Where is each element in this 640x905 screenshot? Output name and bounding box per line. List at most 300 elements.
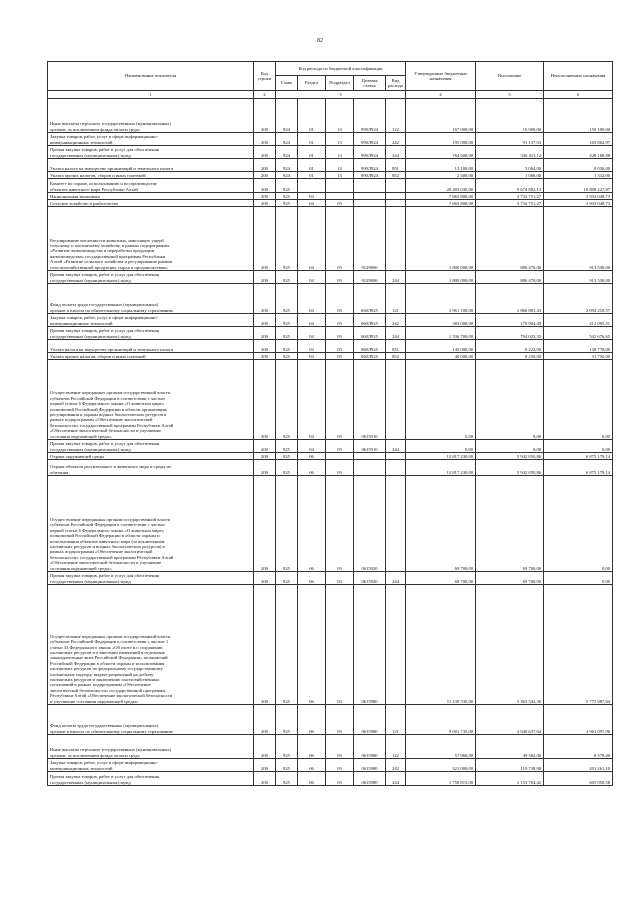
table-row [48, 353, 613, 360]
row-name: Прочая закупка товаров, работ и услуг для обеспечения государственных (муниципальных) нужд [48, 327, 254, 340]
row-razdel: 04 [298, 207, 326, 271]
row-razdel: 06 [298, 735, 326, 759]
row-razdel: 06 [298, 572, 326, 585]
row-code: 200 [254, 314, 276, 327]
row-approved: 40 000,00 [406, 353, 476, 360]
row-glava: 925 [276, 572, 298, 585]
row-unexecuted: 428 188,88 [544, 146, 613, 159]
budget-execution-table [47, 61, 613, 786]
row-expense-type: 852 [386, 172, 406, 179]
row-podrazdel: 05 [326, 284, 354, 314]
row-expense-type: 244 [386, 440, 406, 453]
row-razdel: 06 [298, 759, 326, 772]
row-podrazdel: 03 [326, 585, 354, 705]
row-approved: 167 000,00 [406, 99, 476, 133]
row-executed: 4 040 637,04 [476, 705, 544, 735]
row-name: Фонд оплаты труда государственных (муниципальных) органов и взносы по обязательному социальному страхованию [48, 705, 254, 735]
row-glava: 925 [276, 772, 298, 786]
row-target-article: 060Л925 [354, 314, 386, 327]
row-approved: 12 817 230,00 [406, 453, 476, 460]
header-executed: Исполнение [476, 62, 544, 91]
table-row [48, 200, 613, 207]
row-razdel: 04 [298, 353, 326, 360]
row-unexecuted: 2 094 218,57 [544, 284, 613, 314]
row-code: 200 [254, 200, 276, 207]
row-razdel: 06 [298, 453, 326, 460]
row-glava: 924 [276, 99, 298, 133]
row-name: Осуществление переданных органам государственной власти субъектов Российской Федерации в соответствии с частью первой статьи 6 Федерального закона «О животном мире» полномочий Российской Федерации в области организации, регулирования и охраны водных биологических ресурсов в рамках подпрограммы «Обеспечение экологической безопасности» государственной программы Республики Алтай «Обеспечение экологической безопасности и улучшение состояния окружающей среды» [48, 360, 254, 440]
column-number: 5 [476, 91, 544, 99]
row-name: Прочая закупка товаров, работ и услуг для обеспечения государственных (муниципальных) нужд [48, 271, 254, 284]
row-expense-type: 244 [386, 327, 406, 340]
row-approved: 2 400,00 [406, 172, 476, 179]
row-approved: 69 700,00 [406, 572, 476, 585]
row-glava: 924 [276, 172, 298, 179]
row-razdel: 06 [298, 585, 326, 705]
table-row [48, 159, 613, 172]
row-target-article: 990Л924 [354, 99, 386, 133]
row-code: 200 [254, 179, 276, 193]
table-row [48, 327, 613, 340]
row-razdel: 06 [298, 476, 326, 572]
header-row-code: Код строки [254, 62, 276, 91]
row-executed: 886 470,00 [476, 207, 544, 271]
row-unexecuted: 3 933 048,73 [544, 193, 613, 200]
row-target-article: 060Л925 [354, 284, 386, 314]
row-razdel: 06 [298, 460, 326, 476]
row-glava: 924 [276, 133, 298, 146]
row-executed: 9 674 802,13 [476, 179, 544, 193]
row-name: Прочая закупка товаров, работ и услуг для обеспечения государственных (муниципальных) нужд [48, 572, 254, 585]
row-expense-type [386, 460, 406, 476]
row-name: Регулирование численности животных, наносящих ущерб сельскому и охотничьему хозяйству, в рамках подпрограммы «Развитие животноводства и переработки продукции животноводства» государственной программы Республики Алтай «Развитие сельского хозяйства и регулирование рынков сельскохозяйственной продукции, сырья и продовольствия» [48, 207, 254, 271]
table-row [48, 271, 613, 284]
row-glava: 925 [276, 353, 298, 360]
row-expense-type [386, 585, 406, 705]
row-target-article: 0129006 [354, 207, 386, 271]
row-expense-type [386, 193, 406, 200]
row-unexecuted: 201 261,10 [544, 759, 613, 772]
row-glava: 925 [276, 284, 298, 314]
row-target-article [354, 179, 386, 193]
row-unexecuted: 0,00 [544, 360, 613, 440]
row-code: 200 [254, 735, 276, 759]
row-glava: 925 [276, 705, 298, 735]
row-executed: 3 732 751,27 [476, 200, 544, 207]
row-target-article: 060Л925 [354, 340, 386, 353]
row-name: Комитет по охране, использованию и воспроизводству объектов животного мира Республики Алтай [48, 179, 254, 193]
row-glava: 925 [276, 207, 298, 271]
table-row [48, 585, 613, 705]
header-razdel: Раздел [298, 76, 326, 91]
row-name: Закупка товаров, работ, услуг в сфере информационно- коммуникационных технологий [48, 759, 254, 772]
row-glava: 925 [276, 271, 298, 284]
row-razdel: 04 [298, 284, 326, 314]
row-approved: 69 700,00 [406, 476, 476, 572]
row-target-article: 990Л924 [354, 146, 386, 159]
row-expense-type: 122 [386, 735, 406, 759]
row-name: Уплата прочих налогов, сборов и иных платежей [48, 353, 254, 360]
row-executed: 8 250,00 [476, 353, 544, 360]
row-code: 200 [254, 360, 276, 440]
row-expense-type: 121 [386, 705, 406, 735]
row-glava: 924 [276, 146, 298, 159]
row-expense-type: 852 [386, 353, 406, 360]
row-code: 200 [254, 159, 276, 172]
row-code: 200 [254, 705, 276, 735]
row-podrazdel [326, 453, 354, 460]
row-name: Уплата прочих налогов, сборов и иных платежей [48, 172, 254, 179]
row-target-article [354, 200, 386, 207]
row-executed: 1 866 881,43 [476, 284, 544, 314]
row-razdel: 01 [298, 172, 326, 179]
row-approved: 195 000,00 [406, 133, 476, 146]
row-unexecuted: 605 050,58 [544, 772, 613, 786]
row-target-article: 0129006 [354, 271, 386, 284]
row-podrazdel: 13 [326, 146, 354, 159]
row-code: 200 [254, 146, 276, 159]
row-target-article: 0615980 [354, 585, 386, 705]
header-unexecuted: Неисполненные назначения [544, 62, 613, 91]
row-approved: 1 336 700,00 [406, 327, 476, 340]
row-executed: 5 363 542,36 [476, 585, 544, 705]
row-podrazdel: 13 [326, 99, 354, 133]
row-glava: 925 [276, 360, 298, 440]
row-expense-type: 244 [386, 772, 406, 786]
header-target-article: Целевая статья [354, 76, 386, 91]
row-glava: 925 [276, 759, 298, 772]
row-target-article: 060Л925 [354, 327, 386, 340]
row-code: 200 [254, 327, 276, 340]
row-approved: 11 139 530,00 [406, 585, 476, 705]
table-row [48, 460, 613, 476]
row-razdel: 04 [298, 360, 326, 440]
row-approved: 145 000,00 [406, 340, 476, 353]
row-razdel: 04 [298, 440, 326, 453]
row-code: 200 [254, 572, 276, 585]
row-unexecuted: 913 530,00 [544, 271, 613, 284]
row-podrazdel: 05 [326, 271, 354, 284]
table-row [48, 705, 613, 735]
row-target-article: 0615920 [354, 572, 386, 585]
row-unexecuted: 150 100,00 [544, 99, 613, 133]
row-approved: 7 665 800,00 [406, 200, 476, 207]
row-code: 200 [254, 440, 276, 453]
row-unexecuted: 10 808 227,87 [544, 179, 613, 193]
table-row [48, 146, 613, 159]
row-expense-type [386, 207, 406, 271]
table-row [48, 360, 613, 440]
row-unexecuted: 8 036,00 [544, 159, 613, 172]
row-code: 200 [254, 353, 276, 360]
row-podrazdel: 03 [326, 735, 354, 759]
row-name: Иные выплаты персоналу государственных (муниципальных) органов, за исключением фонда оплаты труда [48, 735, 254, 759]
row-name: Уплата налога на имущество организаций и земельного налога [48, 340, 254, 353]
row-name: Осуществление переданных органам государственной власти субъектов Российской Федерации в соответствии с частью 1 статьи 33 Федерального закона «Об охоте и о сохранении охотничьих ресурсов и о внесении изменений в отдельные законодательные акты Российской Федерации» полномочий Российской Федерации в области охраны и использования охотничьих ресурсов по федеральному государственному охотничьему надзору, выдаче разрешений на добычу охотничьих ресурсов и заключению охотхозяйственных соглашений в рамках подпрограммы «Обеспечение экологической безопасности» государственной программы Республики Алтай «Обеспечение экологической безопасности и улучшение состояния окружающей среды» [48, 585, 254, 705]
row-code: 200 [254, 284, 276, 314]
row-unexecuted: 31 750,00 [544, 353, 613, 360]
row-unexecuted: 4 961 097,96 [544, 705, 613, 735]
table-row [48, 99, 613, 133]
row-unexecuted: 6 875 179,14 [544, 453, 613, 460]
table-row [48, 572, 613, 585]
header-glava: Глава [276, 76, 298, 91]
row-name: Прочая закупка товаров, работ и услуг для обеспечения государственных (муниципальных) нужд [48, 440, 254, 453]
row-executed: 5 942 050,86 [476, 460, 544, 476]
column-number: 6 [544, 91, 613, 99]
row-podrazdel [326, 179, 354, 193]
row-razdel: 06 [298, 772, 326, 786]
table-row [48, 735, 613, 759]
row-expense-type [386, 179, 406, 193]
row-unexecuted: 542 676,65 [544, 327, 613, 340]
column-number: 3 [276, 91, 406, 99]
row-code: 200 [254, 585, 276, 705]
row-glava: 925 [276, 460, 298, 476]
row-expense-type: 244 [386, 146, 406, 159]
table-row [48, 193, 613, 200]
row-unexecuted: 0,00 [544, 476, 613, 572]
row-glava: 925 [276, 327, 298, 340]
row-expense-type [386, 453, 406, 460]
row-razdel: 04 [298, 193, 326, 200]
row-target-article: 0615980 [354, 735, 386, 759]
table-row [48, 172, 613, 179]
row-expense-type: 242 [386, 133, 406, 146]
table-row [48, 476, 613, 572]
row-podrazdel: 05 [326, 360, 354, 440]
row-razdel [298, 179, 326, 193]
row-name: Сельское хозяйство и рыболовство [48, 200, 254, 207]
table-row [48, 440, 613, 453]
table-row [48, 772, 613, 786]
row-unexecuted: 0,00 [544, 572, 613, 585]
row-unexecuted: 103 862,97 [544, 133, 613, 146]
row-code: 200 [254, 172, 276, 179]
table-body [48, 99, 613, 786]
row-code: 200 [254, 193, 276, 200]
row-name: Фонд оплаты труда государственных (муниципальных) органов и взносы по обязательному социальному страхованию [48, 284, 254, 314]
row-podrazdel: 03 [326, 705, 354, 735]
row-expense-type [386, 360, 406, 440]
header-expense-type: Вид расхода [386, 76, 406, 91]
row-target-article: 990Л924 [354, 133, 386, 146]
row-executed: 0,00 [476, 360, 544, 440]
table-row [48, 759, 613, 772]
row-approved: 0,00 [406, 440, 476, 453]
row-code: 200 [254, 340, 276, 353]
row-executed: 3 732 751,27 [476, 193, 544, 200]
row-expense-type [386, 200, 406, 207]
row-razdel: 01 [298, 159, 326, 172]
row-podrazdel: 03 [326, 460, 354, 476]
row-razdel: 04 [298, 340, 326, 353]
row-razdel: 01 [298, 99, 326, 133]
row-executed: 0,00 [476, 440, 544, 453]
row-podrazdel: 05 [326, 440, 354, 453]
row-expense-type: 244 [386, 572, 406, 585]
row-expense-type: 242 [386, 314, 406, 327]
row-glava: 925 [276, 735, 298, 759]
row-name: Охрана окружающей среды [48, 453, 254, 460]
row-code: 200 [254, 453, 276, 460]
row-unexecuted: 1 332,00 [544, 172, 613, 179]
row-name: Закупка товаров, работ, услуг в сфере информационно- коммуникационных технологий [48, 314, 254, 327]
row-approved: 20 483 030,00 [406, 179, 476, 193]
row-podrazdel: 05 [326, 327, 354, 340]
row-executed: 1 153 764,42 [476, 772, 544, 786]
row-expense-type: 242 [386, 759, 406, 772]
row-unexecuted: 6 875 179,14 [544, 460, 613, 476]
row-target-article [354, 460, 386, 476]
header-name: Наименование показателя [48, 62, 254, 91]
row-unexecuted: 212 095,51 [544, 314, 613, 327]
row-approved: 321 000,00 [406, 759, 476, 772]
column-number: 4 [406, 91, 476, 99]
row-podrazdel: 13 [326, 133, 354, 146]
row-name: Прочая закупка товаров, работ и услуг для обеспечения государственных (муниципальных) нужд [48, 772, 254, 786]
row-razdel: 04 [298, 327, 326, 340]
row-expense-type: 851 [386, 340, 406, 353]
row-glava: 925 [276, 476, 298, 572]
row-podrazdel: 03 [326, 572, 354, 585]
row-executed: 5 064,00 [476, 159, 544, 172]
row-podrazdel: 05 [326, 353, 354, 360]
page-number: 82 [317, 38, 323, 44]
row-code: 200 [254, 772, 276, 786]
row-approved: 9 001 735,00 [406, 705, 476, 735]
row-approved: 1 800 000,00 [406, 207, 476, 271]
row-approved: 1 758 815,00 [406, 772, 476, 786]
row-podrazdel: 05 [326, 340, 354, 353]
row-executed: 49 382,00 [476, 735, 544, 759]
row-code: 200 [254, 460, 276, 476]
row-target-article: 990Л924 [354, 172, 386, 179]
header-podrazdel: Подраздел [326, 76, 354, 91]
row-glava: 925 [276, 453, 298, 460]
table-row [48, 284, 613, 314]
row-executed: 794 023,35 [476, 327, 544, 340]
header-budget-classification: Код расхода по бюджетной классификации [276, 62, 406, 76]
row-target-article [354, 193, 386, 200]
row-target-article: 0615980 [354, 705, 386, 735]
row-podrazdel: 13 [326, 172, 354, 179]
row-razdel: 04 [298, 314, 326, 327]
row-target-article: 0615920 [354, 476, 386, 572]
row-executed: 5 942 050,86 [476, 453, 544, 460]
row-razdel: 06 [298, 705, 326, 735]
row-target-article: 0615980 [354, 759, 386, 772]
row-glava: 925 [276, 314, 298, 327]
row-name: Уплата налога на имущество организаций и земельного налога [48, 159, 254, 172]
row-glava: 925 [276, 340, 298, 353]
column-number: 1 [48, 91, 254, 99]
table-row [48, 179, 613, 193]
row-approved: 57 960,00 [406, 735, 476, 759]
row-expense-type: 851 [386, 159, 406, 172]
row-code: 200 [254, 759, 276, 772]
row-executed: 91 137,03 [476, 133, 544, 146]
row-target-article [354, 453, 386, 460]
row-executed: 1 068,00 [476, 172, 544, 179]
row-code: 200 [254, 133, 276, 146]
row-name: Иные выплаты персоналу государственных (муниципальных) органов, за исключением фонда оплаты труда [48, 99, 254, 133]
table-row [48, 133, 613, 146]
row-target-article: 0615910 [354, 360, 386, 440]
row-expense-type: 122 [386, 99, 406, 133]
row-podrazdel: 05 [326, 314, 354, 327]
row-podrazdel: 03 [326, 759, 354, 772]
row-glava: 925 [276, 440, 298, 453]
row-code: 200 [254, 271, 276, 284]
row-approved: 13 100,00 [406, 159, 476, 172]
row-expense-type [386, 476, 406, 572]
row-podrazdel: 13 [326, 159, 354, 172]
row-approved: 7 665 800,00 [406, 193, 476, 200]
row-approved: 764 600,00 [406, 146, 476, 159]
row-name: Охрана объектов растительного и животного мира и среды их обитания [48, 460, 254, 476]
row-code: 200 [254, 99, 276, 133]
table-row [48, 314, 613, 327]
row-razdel: 04 [298, 271, 326, 284]
row-target-article: 060Л925 [354, 353, 386, 360]
row-glava: 925 [276, 193, 298, 200]
row-executed: 16 900,00 [476, 99, 544, 133]
row-target-article: 0615980 [354, 772, 386, 786]
row-glava: 925 [276, 585, 298, 705]
row-expense-type: 244 [386, 271, 406, 284]
row-target-article: 990Л924 [354, 159, 386, 172]
table-row [48, 207, 613, 271]
row-approved: 0,00 [406, 360, 476, 440]
row-target-article: 0615910 [354, 440, 386, 453]
row-razdel: 01 [298, 146, 326, 159]
row-name: Осуществление переданных органам государственной власти субъектов Российской Федерации в соответствии с частью первой статьи 6 Федерального закона «О животном мире» полномочий Российской Федерации в области охраны и использования объектов животного мира (за исключением охотничьих ресурсов и водных биологических ресурсов) в рамках подпрограммы «Обеспечение экологической безопасности» государственной программы Республики Алтай «Обеспечение экологической безопасности и улучшение состояния окружающей среды» [48, 476, 254, 572]
row-executed: 69 700,00 [476, 476, 544, 572]
header-approved: Утвержденные бюджетные назначения [406, 62, 476, 91]
row-approved: 383 000,00 [406, 314, 476, 327]
row-expense-type: 121 [386, 284, 406, 314]
row-executed: 6 222,00 [476, 340, 544, 353]
row-glava: 925 [276, 179, 298, 193]
row-razdel: 04 [298, 200, 326, 207]
row-glava: 924 [276, 159, 298, 172]
row-unexecuted: 138 778,00 [544, 340, 613, 353]
row-unexecuted: 8 578,00 [544, 735, 613, 759]
row-podrazdel [326, 193, 354, 200]
row-podrazdel: 03 [326, 772, 354, 786]
row-code: 200 [254, 476, 276, 572]
row-podrazdel: 05 [326, 200, 354, 207]
row-unexecuted: 0,00 [544, 440, 613, 453]
row-unexecuted: 5 775 987,64 [544, 585, 613, 705]
row-executed: 69 700,00 [476, 572, 544, 585]
row-executed: 886 470,00 [476, 271, 544, 284]
row-name: Прочая закупка товаров, работ и услуг для обеспечения государственных (муниципальных) нужд [48, 146, 254, 159]
row-approved: 1 800 000,00 [406, 271, 476, 284]
table-row [48, 453, 613, 460]
row-code: 200 [254, 207, 276, 271]
row-executed: 170 904,49 [476, 314, 544, 327]
column-number: 2 [254, 91, 276, 99]
row-executed: 119 738,90 [476, 759, 544, 772]
row-name: Закупка товаров, работ, услуг в сфере информационно- коммуникационных технологий [48, 133, 254, 146]
row-approved: 12 817 230,00 [406, 460, 476, 476]
row-podrazdel: 03 [326, 476, 354, 572]
row-glava: 925 [276, 200, 298, 207]
row-executed: 336 411,12 [476, 146, 544, 159]
row-unexecuted: 3 933 048,73 [544, 200, 613, 207]
